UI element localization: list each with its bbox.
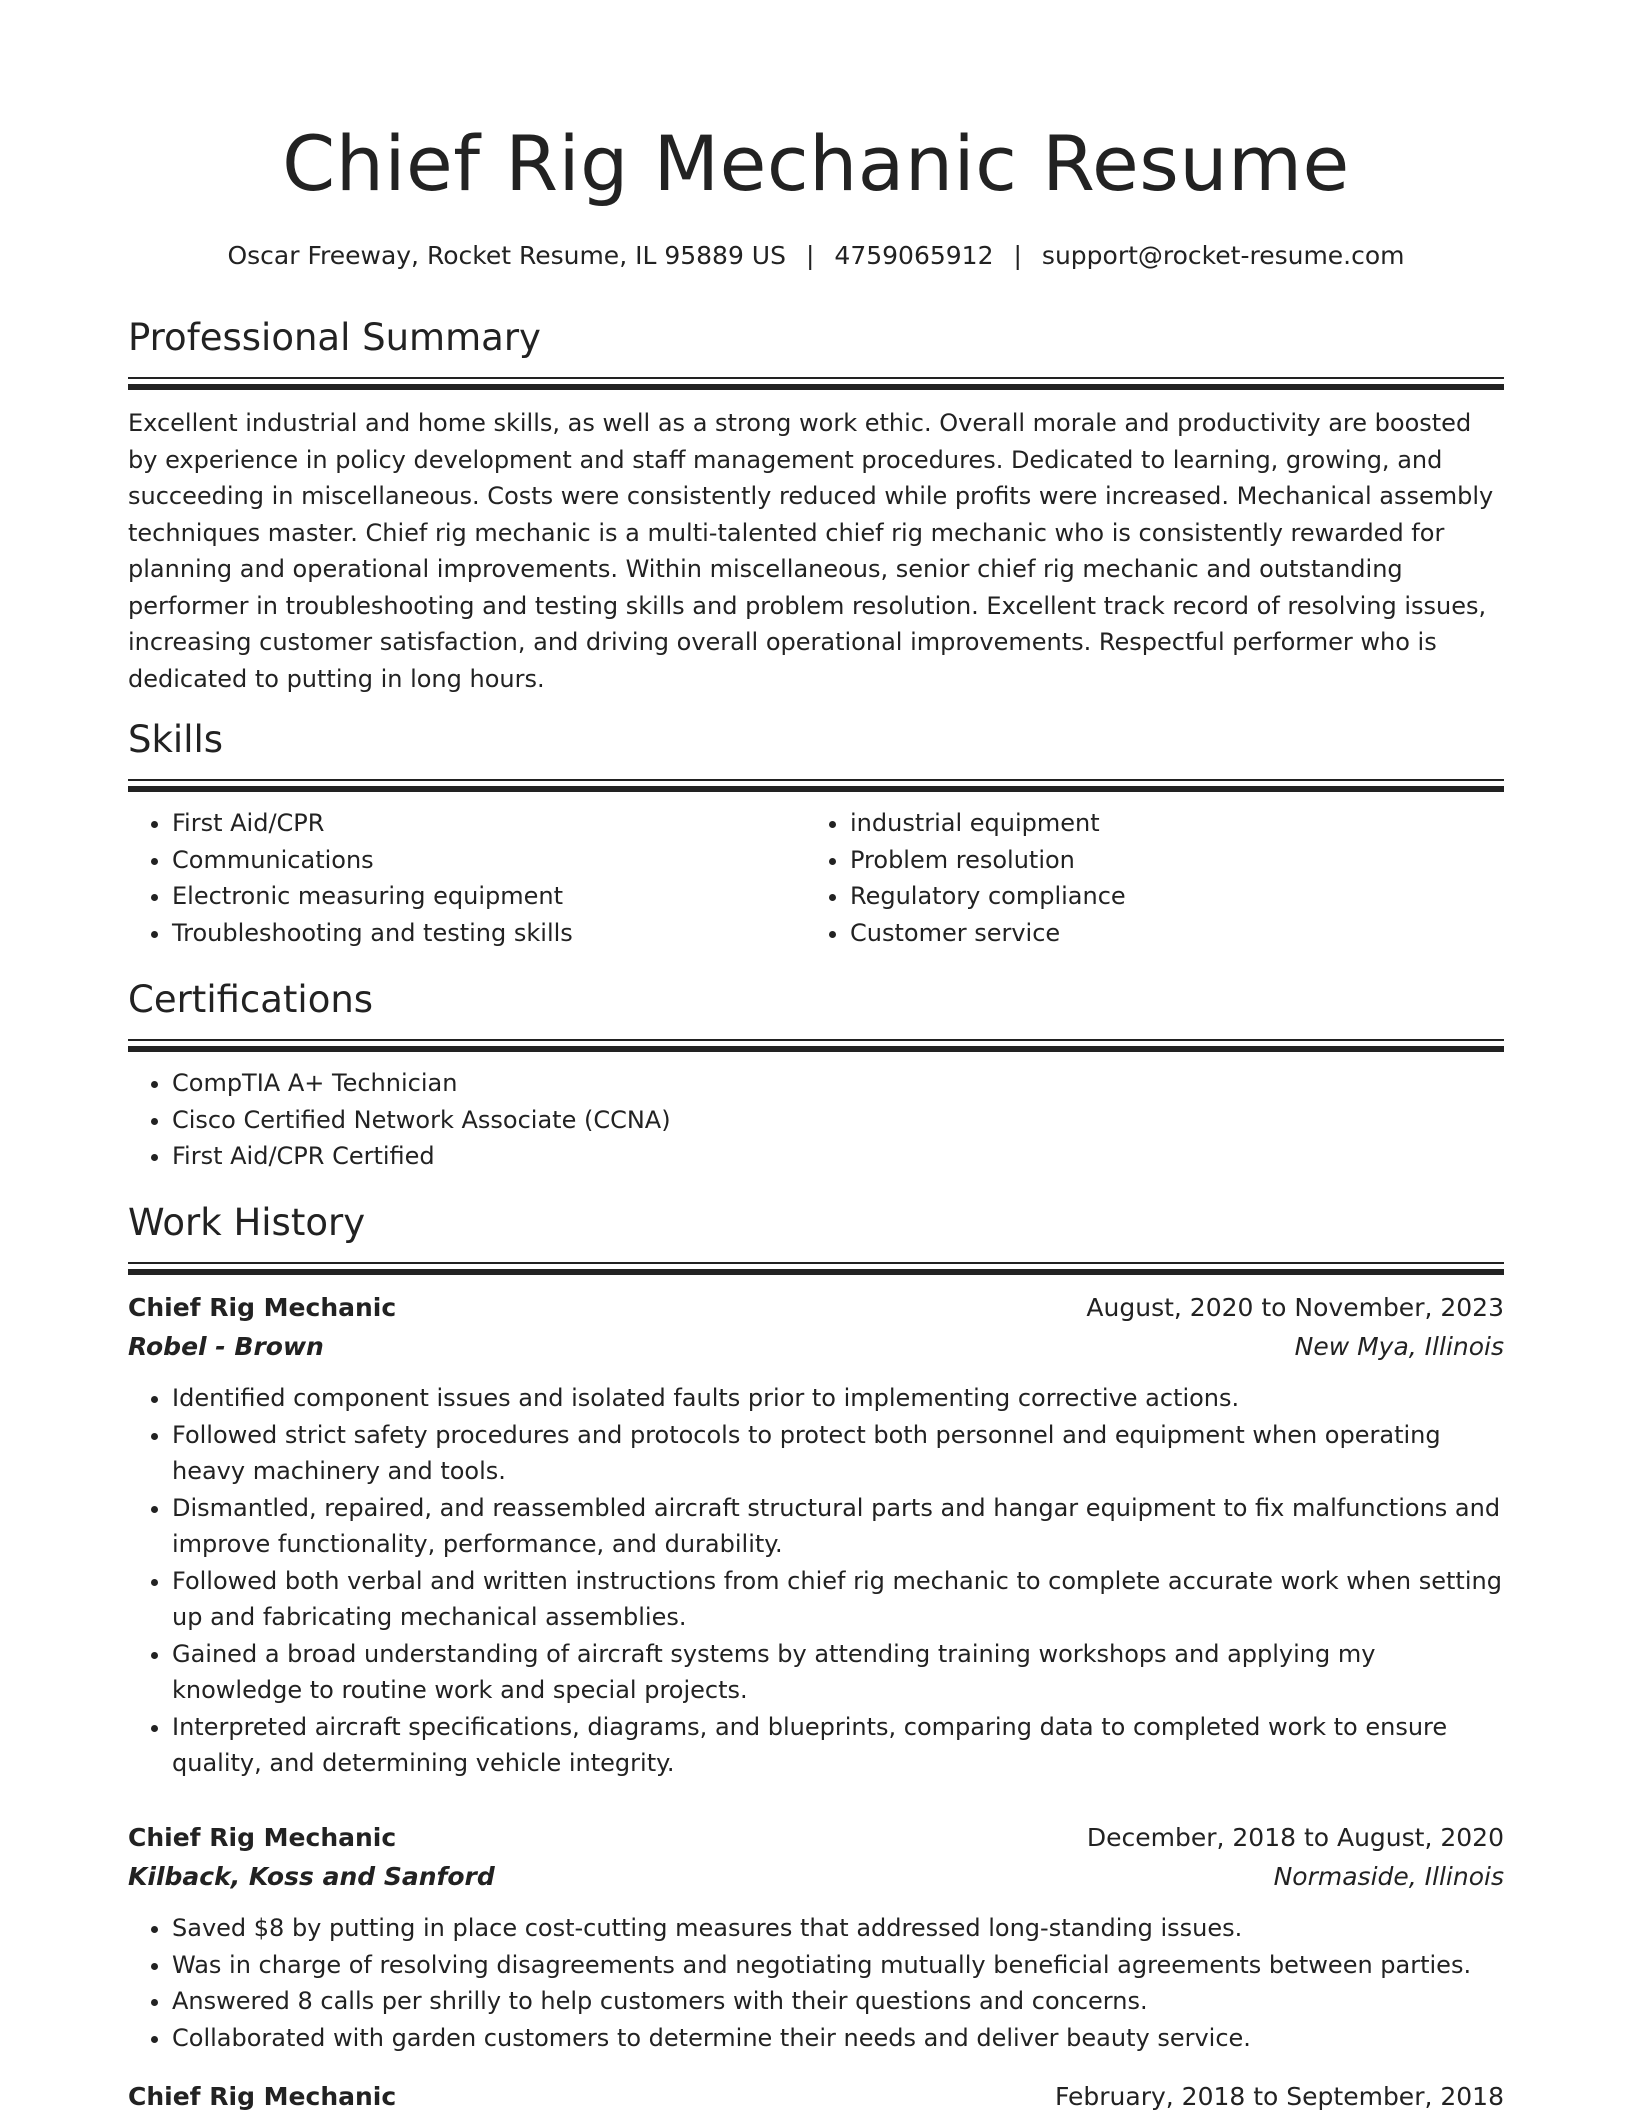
job-bullet: • Interpreted aircraft specifications, diagrams, and blueprints, comparing data to completed work to ensure quality, and determining vehicle integrity. — [172, 1709, 1504, 1782]
job-entry — [128, 1818, 1504, 2056]
job-header — [128, 2077, 1504, 2116]
contact-address: Oscar Freeway, Rocket Resume, IL 95889 US — [227, 241, 786, 270]
certifications-section — [128, 975, 1504, 1175]
job-company: Kilback, Koss and Sanford — [128, 1862, 495, 1891]
job-subheader — [128, 1857, 1504, 1896]
certification-item: • CompTIA A+ Technician — [172, 1065, 1504, 1102]
job-header — [128, 1818, 1504, 1857]
job-header — [128, 1288, 1504, 1327]
section-divider — [128, 1039, 1504, 1049]
job-bullet: • Followed both verbal and written instructions from chief rig mechanic to complete accurate work when setting up and fabricating mechanical assemblies. — [172, 1563, 1504, 1636]
job-location: New Mya, Illinois — [1294, 1332, 1504, 1361]
section-divider — [128, 377, 1504, 387]
summary-section — [128, 313, 1504, 697]
job-bullet: • Gained a broad understanding of aircraft systems by attending training workshops and applying my knowledge to routine work and special projects. — [172, 1636, 1504, 1709]
section-divider — [128, 1262, 1504, 1272]
job-entry — [128, 1288, 1504, 1782]
skill-item: • Customer service — [850, 915, 1484, 952]
skill-item: • First Aid/CPR — [172, 805, 806, 842]
job-bullet: • Was in charge of resolving disagreements and negotiating mutually beneficial agreements between parties. — [172, 1947, 1504, 1984]
skills-columns — [128, 805, 1504, 951]
certification-item: • Cisco Certified Network Associate (CCNA) — [172, 1102, 1504, 1139]
job-subheader — [128, 1327, 1504, 1366]
certification-item: • First Aid/CPR Certified — [172, 1138, 1504, 1175]
resume-title: Chief Rig Mechanic Resume — [282, 119, 1350, 208]
job-bullet: • Saved $8 by putting in place cost-cutting measures that addressed long-standing issues. — [172, 1910, 1504, 1947]
section-divider — [128, 779, 1504, 789]
job-title: Chief Rig Mechanic — [128, 1293, 397, 1322]
skill-item: • Troubleshooting and testing skills — [172, 915, 806, 952]
job-title: Chief Rig Mechanic — [128, 2082, 397, 2111]
summary-text: Excellent industrial and home skills, as well as a strong work ethic. Overall morale and productivity are boosted by experience in policy development and staff management procedures. Dedicated to learning, growing, and succeeding in miscellaneous. Costs were consistently reduced while profits were increased. Mechanical assembly techniques master. Chief rig mechanic is a multi-talented chief rig mechanic who is consistently rewarded for planning and operational improvements. Within miscellaneous, senior chief rig mechanic and outstanding performer in troubleshooting and testing skills and problem resolution. Excellent track record of resolving issues, increasing customer satisfaction, and driving overall operational improvements. Respectful performer who is dedicated to putting in long hours. — [128, 409, 1494, 693]
section-heading: Skills — [128, 718, 224, 761]
job-bullet: • Identified component issues and isolated faults prior to implementing corrective actions. — [172, 1380, 1504, 1417]
job-dates: August, 2020 to November, 2023 — [1086, 1293, 1504, 1322]
skills-list-left — [128, 805, 806, 951]
skill-item: • Problem resolution — [850, 842, 1484, 879]
job-title: Chief Rig Mechanic — [128, 1823, 397, 1852]
job-dates: December, 2018 to August, 2020 — [1086, 1823, 1504, 1852]
skills-section — [128, 715, 1504, 951]
job-location: Normaside, Illinois — [1273, 1862, 1504, 1891]
contact-line — [128, 238, 1504, 274]
skill-item: • industrial equipment — [850, 805, 1484, 842]
job-bullets — [128, 1380, 1504, 1782]
certifications-list — [128, 1065, 1504, 1175]
job-bullet: • Answered 8 calls per shrilly to help customers with their questions and concerns. — [172, 1983, 1504, 2020]
section-heading: Certifications — [128, 978, 374, 1021]
job-bullet: • Followed strict safety procedures and protocols to protect both personnel and equipment when operating heavy machinery and tools. — [172, 1417, 1504, 1490]
skills-list-right — [806, 805, 1484, 951]
section-heading: Professional Summary — [128, 316, 541, 359]
contact-separator: | — [1013, 241, 1022, 270]
section-heading: Work History — [128, 1201, 366, 1244]
contact-email[interactable]: support@rocket-resume.com — [1041, 241, 1405, 270]
job-bullets — [128, 1910, 1504, 2056]
job-dates: February, 2018 to September, 2018 — [1055, 2082, 1504, 2111]
job-bullet: • Collaborated with garden customers to determine their needs and deliver beauty service. — [172, 2020, 1504, 2057]
contact-phone: 4759065912 — [834, 241, 994, 270]
skill-item: • Regulatory compliance — [850, 878, 1484, 915]
skill-item: • Communications — [172, 842, 806, 879]
contact-separator: | — [805, 241, 815, 270]
work-history-section — [128, 1198, 1504, 1782]
job-company: Robel - Brown — [128, 1332, 324, 1361]
job-entry — [128, 2077, 1504, 2116]
skill-item: • Electronic measuring equipment — [172, 878, 806, 915]
job-bullet: • Dismantled, repaired, and reassembled aircraft structural parts and hangar equipment to fix malfunctions and improve functionality, performance, and durability. — [172, 1490, 1504, 1563]
